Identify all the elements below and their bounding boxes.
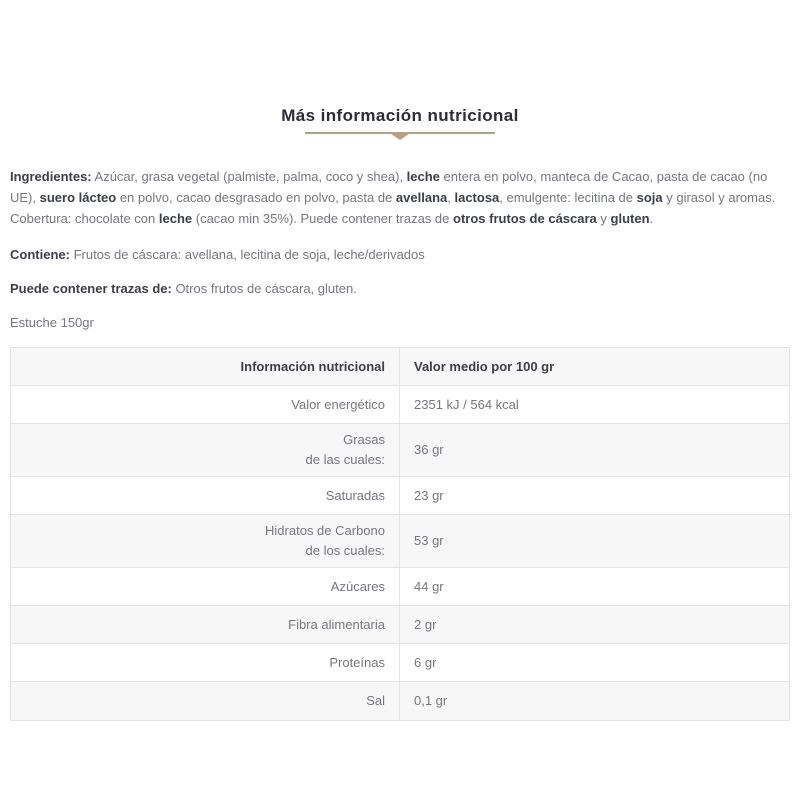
table-row [11,644,789,682]
text-segment: leche [158,211,193,226]
text-segment: soja [636,190,663,205]
nutrition-info-section [10,0,790,721]
row-value: 53 gr [414,533,444,548]
header-cell-info: Información nutricional [11,348,400,385]
text-segment: Ingredientes: [10,169,92,184]
traces-paragraph [10,278,790,299]
text-segment: Otros frutos de cáscara, gluten. [171,281,357,296]
table-header-row [11,348,789,386]
row-label-line1: Hidratos de Carbono [265,523,385,538]
row-label-line1: Grasas [343,432,385,447]
text-segment: lactosa [454,190,500,205]
row-value: 2 gr [414,616,437,632]
table-row [11,386,789,424]
row-label-line1: Proteínas [329,654,385,670]
row-label [11,477,400,514]
table-row [11,424,789,477]
row-label-line1: Azúcares [330,578,385,594]
row-value: 0,1 gr [414,693,448,708]
row-label-line2: de las cuales: [305,452,385,467]
nutrition-table [10,347,790,721]
text-segment: Puede contener trazas de: [10,281,172,296]
text-segment: Frutos de cáscara: avellana, lecitina de soja, leche/derivados [69,247,425,262]
table-row [11,568,789,606]
text-segment: avellana [395,190,448,205]
row-label [11,644,400,681]
row-label-line2: de los cuales: [305,543,385,558]
text-segment: Azúcar, grasa vegetal (palmiste, palma, coco y shea), [91,169,407,184]
row-label [11,682,400,720]
table-row [11,477,789,515]
row-label [11,606,400,643]
row-label [11,386,400,423]
header-cell-value: Valor medio por 100 gr [414,358,555,374]
row-label [11,568,400,605]
underline-arrow-icon [391,134,409,140]
row-value: 36 gr [414,442,444,457]
row-label [11,424,400,476]
row-label-line1: Saturadas [325,487,385,503]
row-value: 23 gr [414,487,444,503]
table-row [11,682,789,720]
text-segment: otros frutos de cáscara [453,211,597,226]
row-label [11,515,400,567]
row-label-line1: Valor energético [291,396,385,412]
ingredients-paragraph [10,166,790,229]
text-segment: suero lácteo [39,190,117,205]
text-segment: gluten [610,211,650,226]
text-segment: y girasol y aromas. Cobertura: chocolate con [10,190,776,226]
text-segment: . [649,211,654,226]
page-title: Más información nutricional [281,106,519,125]
row-value: 44 gr [414,578,444,594]
text-segment: entera en polvo, manteca de Cacao, pasta de cacao (no UE), [10,169,768,205]
text-segment: y [596,211,611,226]
contains-paragraph [10,244,790,265]
text-segment: (cacao min 35%). Puede contener trazas de [192,211,453,226]
table-row [11,515,789,568]
text-segment: en polvo, cacao desgrasado en polvo, pasta de [116,190,396,205]
table-row [11,606,789,644]
row-label-line1: Fibra alimentaria [288,616,385,632]
row-value: 6 gr [414,654,437,670]
pack-size-text: Estuche 150gr [10,315,94,330]
text-segment: , [447,190,455,205]
text-segment: Contiene: [10,247,70,262]
text-segment: leche [406,169,440,184]
text-segment: , emulgente: lecitina de [499,190,637,205]
row-value: 2351 kJ / 564 kcal [414,396,519,412]
section-header [10,0,790,140]
row-label-line1: Sal [366,693,385,708]
